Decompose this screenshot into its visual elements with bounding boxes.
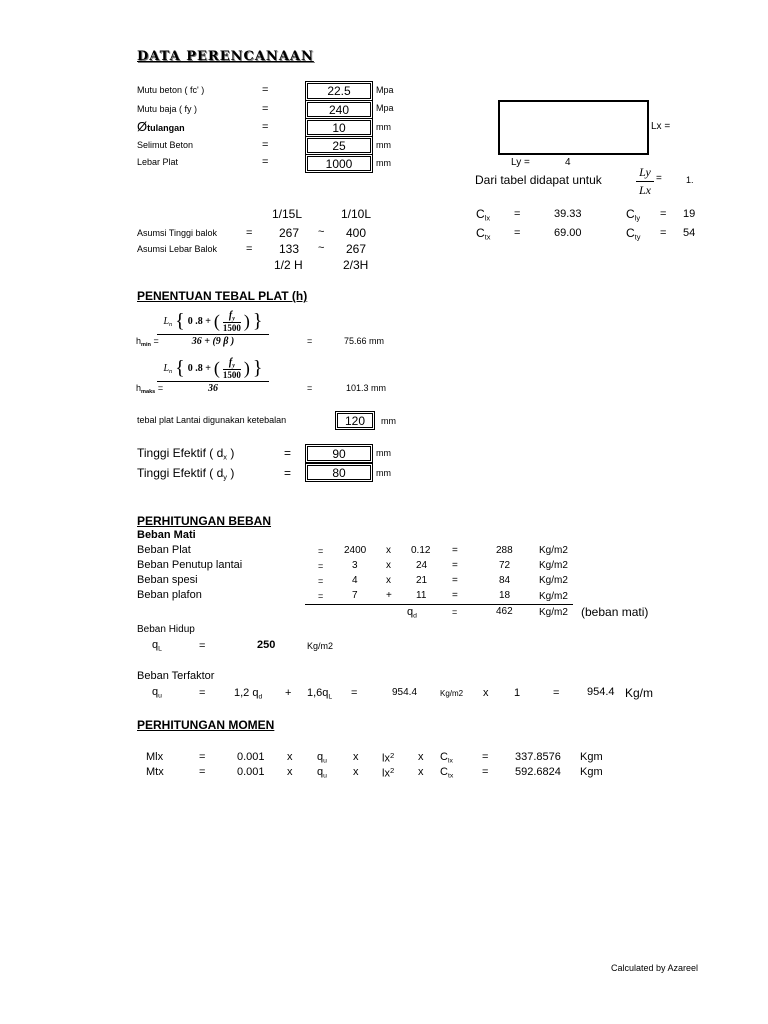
beban-b: 11 (416, 590, 427, 601)
momen-c: $C_{tx}$ (440, 766, 454, 780)
beban-eq: = (318, 591, 324, 601)
momen-x: x (287, 766, 293, 778)
momen-label: Mtx (146, 766, 164, 778)
beban-label: Beban plafon (137, 589, 202, 601)
param-value-fc[interactable]: 22.5 (305, 81, 373, 101)
beam-label-tinggi: Asumsi Tinggi balok (137, 228, 218, 238)
beam-value: 267 (279, 226, 300, 240)
beban-a: 2400 (344, 545, 367, 556)
param-eq: = (262, 156, 269, 168)
param-value-tulangan[interactable]: 10 (305, 118, 373, 137)
coef-cty: $C_{ty}$ (626, 226, 641, 242)
coef-ctx: $C_{tx}$ (476, 226, 491, 242)
hmaks-value: = (307, 383, 313, 393)
beban-a: 4 (352, 575, 358, 586)
momen-x: x (353, 766, 359, 778)
ln-symbol: $L_n$ (163, 315, 173, 328)
momen-eq2: = (482, 751, 489, 763)
qd-value: 462 (496, 606, 513, 617)
beam-eq: = (246, 243, 253, 255)
ly-value: 4 (565, 157, 571, 168)
eff-label-dx: Tinggi Efektif ( $d_x$ ) (137, 446, 235, 462)
eff-eq: = (284, 466, 292, 480)
param-eq: = (262, 139, 269, 151)
beban-eq2: = (452, 575, 458, 586)
beban-a: 7 (352, 590, 358, 601)
coef-eq: = (514, 227, 521, 239)
footer-credit: Calculated by Azareel (611, 963, 699, 973)
ql-label: $q_L$ (152, 639, 162, 653)
ql-eq: = (199, 640, 206, 652)
momen-eq2: = (482, 766, 489, 778)
qu-value-unit: Kg/m2 (440, 689, 464, 698)
param-value-lebar[interactable]: 1000 (305, 154, 373, 173)
beam-col-header: 1/15L (272, 207, 303, 221)
momen-k: 0.001 (237, 766, 265, 778)
fraction-bar (157, 334, 269, 335)
section-heading-tebal: PENENTUAN TEBAL PLAT (h) (137, 289, 308, 303)
qu-term2: $1,6q_L$ (307, 687, 333, 701)
beban-eq: = (318, 546, 324, 556)
qu-value: 954.4 (392, 687, 418, 698)
coef-clx-value: 39.33 (554, 208, 582, 220)
param-label-lebar: Lebar Plat (137, 157, 179, 167)
momen-c: $C_{lx}$ (440, 751, 453, 765)
qd-label: $q_d$ (407, 606, 417, 620)
beam-tilde: ~ (318, 242, 325, 254)
brace-open: { (175, 310, 185, 333)
paren-close: ) (243, 358, 250, 379)
qd-eq: = (452, 607, 458, 617)
beban-terfaktor-heading: Beban Terfaktor (137, 670, 215, 682)
beban-label: Beban Penutup lantai (137, 559, 243, 571)
param-eq: = (262, 84, 269, 96)
param-label-selimut: Selimut Beton (137, 140, 194, 150)
beban-unit: Kg/m2 (539, 545, 568, 556)
diameter-symbol: Ø (137, 119, 148, 134)
qu-result: 954.4 (587, 686, 615, 698)
coef-eq: = (660, 208, 667, 220)
beban-result: 84 (499, 575, 511, 586)
brace-close: } (252, 357, 263, 380)
param-label-tulangan (137, 119, 185, 135)
param-unit: mm (376, 122, 391, 132)
coef-eq: = (514, 208, 521, 220)
plate-diagram-rect (498, 100, 649, 155)
qu-eq3: = (553, 687, 560, 699)
paren-open: ( (213, 358, 220, 379)
formula-numerator (157, 310, 269, 333)
beban-result: 72 (499, 560, 511, 571)
coef-ctx-value: 69.00 (554, 227, 582, 239)
qd-note: (beban mati) (581, 605, 649, 619)
param-unit: mm (376, 158, 391, 168)
section-heading-beban: PERHITUNGAN BEBAN (137, 514, 272, 528)
param-value-fy[interactable]: 240 (305, 100, 373, 119)
eff-eq: = (284, 446, 292, 460)
momen-x: x (418, 751, 424, 763)
brace-open: { (175, 357, 185, 380)
param-value-selimut[interactable]: 25 (305, 136, 373, 155)
lx-label: Lx = (651, 121, 671, 132)
eff-value-dy[interactable]: 80 (305, 463, 373, 482)
beam-footer: 1/2 H (274, 258, 303, 272)
momen-k: 0.001 (237, 751, 265, 763)
ratio-value: 1. (686, 175, 694, 185)
brace-close: } (252, 310, 263, 333)
beban-op: x (386, 560, 391, 571)
qu-eq: = (199, 687, 206, 699)
ql-unit: Kg/m2 (307, 641, 334, 651)
beban-eq2: = (452, 560, 458, 571)
ly-label: Ly = (511, 157, 530, 168)
qu-label: $q_u$ (152, 686, 162, 700)
momen-q: $q_u$ (317, 751, 327, 765)
fraction-bar (157, 381, 269, 382)
beban-unit: Kg/m2 (539, 560, 568, 571)
beam-label-lebar: Asumsi Lebar Balok (137, 244, 218, 254)
c08: 0 .8 + (187, 316, 211, 328)
eff-unit: mm (376, 448, 391, 458)
page-title: DATA PERENCANAAN (137, 49, 314, 64)
param-eq: = (262, 103, 269, 115)
eff-label-dy: Tinggi Efektif ( $d_y$ ) (137, 466, 235, 482)
tebal-used-label: tebal plat Lantai digunakan ketebalan (137, 415, 287, 425)
beban-result: 288 (496, 545, 513, 556)
momen-x: x (418, 766, 424, 778)
hmaks-label: $h_{maks}$ = (136, 383, 164, 395)
section-heading-momen: PERHITUNGAN MOMEN (137, 718, 275, 732)
beban-label: Beban Plat (137, 544, 191, 556)
paren-open: ( (213, 311, 220, 332)
momen-eq: = (199, 751, 206, 763)
hmin-formula (157, 310, 269, 347)
beban-unit: Kg/m2 (539, 575, 568, 586)
hmaks-denominator: 36 (208, 383, 218, 395)
coef-clx: $C_{lx}$ (476, 207, 491, 223)
beam-value: 400 (346, 226, 367, 240)
hmaks-formula (157, 357, 269, 394)
qu-eq2: = (351, 687, 358, 699)
tebal-used-value[interactable]: 120 (335, 411, 375, 430)
ratio-den: Lx (639, 183, 651, 197)
beban-eq2: = (452, 590, 458, 601)
momen-eq: = (199, 766, 206, 778)
eff-unit: mm (376, 468, 391, 478)
beban-op: x (386, 575, 391, 586)
beban-result: 18 (499, 590, 511, 601)
beam-value: 133 (279, 242, 300, 256)
tebal-used-unit: mm (381, 416, 396, 426)
beban-b: 0.12 (411, 545, 431, 556)
ln-symbol: $L_n$ (163, 362, 173, 375)
momen-unit: Kgm (580, 766, 603, 778)
hmin-label: $h_{min}$ = (136, 336, 159, 348)
coef-cly: $C_{ly}$ (626, 207, 641, 223)
momen-value: 592.6824 (515, 766, 561, 778)
beban-b: 24 (416, 560, 428, 571)
beam-eq: = (246, 227, 253, 239)
beban-eq: = (318, 561, 324, 571)
ql-value: 250 (257, 639, 276, 651)
beban-hidup-heading: Beban Hidup (137, 624, 195, 635)
fy-fraction: $f_y$ 1500 (222, 357, 241, 381)
param-label-fy: Mutu baja ( fy ) (137, 104, 198, 114)
param-label-fc: Mutu beton ( fc' ) (137, 85, 205, 95)
table-note: Dari tabel didapat untuk (475, 173, 602, 187)
beam-tilde: ~ (318, 226, 325, 238)
qu-one: 1 (514, 687, 521, 699)
qu-term1: 1,2 $q_d$ (234, 687, 263, 701)
momen-l: $lx^2$ (382, 766, 395, 780)
fy-fraction: $f_y$ 1500 (222, 310, 241, 334)
hmin-value: = (307, 336, 313, 346)
beban-op: x (386, 545, 391, 556)
momen-q: $q_u$ (317, 766, 327, 780)
momen-x: x (353, 751, 359, 763)
beban-label: Beban spesi (137, 574, 198, 586)
hmin-result: 75.66 mm (344, 336, 385, 346)
qu-plus: + (285, 687, 292, 699)
momen-label: Mlx (146, 751, 164, 763)
beban-b: 21 (416, 575, 428, 586)
beban-eq: = (318, 576, 324, 586)
beban-eq2: = (452, 545, 458, 556)
beam-col-header: 1/10L (341, 207, 372, 221)
tulangan-sub: tulangan (147, 123, 185, 133)
param-unit: Mpa (376, 103, 394, 113)
beban-unit: Kg/m2 (539, 591, 568, 602)
formula-numerator (157, 357, 269, 380)
qu-result-unit: Kg/m (625, 686, 654, 700)
beban-op: + (386, 590, 392, 601)
c08: 0 .8 + (187, 363, 211, 375)
momen-value: 337.8576 (515, 751, 561, 763)
ratio-fraction (636, 165, 654, 198)
beam-footer: 2/3H (343, 258, 369, 272)
coef-cty-value: 54 (683, 227, 696, 239)
ratio-eq: = (656, 173, 662, 184)
momen-l: $lx^2$ (382, 751, 395, 765)
coef-cly-value: 19 (683, 208, 696, 220)
qu-x: x (483, 687, 489, 699)
beban-a: 3 (352, 560, 358, 571)
beam-value: 267 (346, 242, 367, 256)
fraction-bar (636, 181, 654, 182)
param-eq: = (262, 121, 269, 133)
momen-x: x (287, 751, 293, 763)
coef-eq: = (660, 227, 667, 239)
eff-value-dx[interactable]: 90 (305, 444, 373, 463)
hmin-denominator: 36 + (9 β ) (191, 336, 235, 348)
beban-mati-heading: Beban Mati (137, 529, 196, 541)
param-unit: Mpa (376, 85, 394, 95)
momen-unit: Kgm (580, 751, 603, 763)
hmaks-result: 101.3 mm (346, 383, 387, 393)
qd-unit: Kg/m2 (539, 607, 568, 618)
paren-close: ) (243, 311, 250, 332)
param-unit: mm (376, 140, 391, 150)
sum-line (305, 604, 573, 605)
ratio-num: Ly (639, 165, 651, 179)
